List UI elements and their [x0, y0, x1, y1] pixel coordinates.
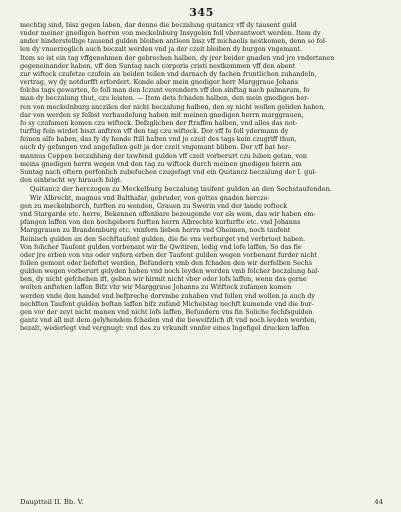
text-line: Item so ist ein tag vffgenohmen der gebrechen halben, dy jrer beider gnaden vnd jre vndertanen	[20, 53, 335, 62]
text-line: ren von meckelnburg anczilen der nicht beczalung halben, den sy nicht wollen geliden haben,	[20, 102, 326, 111]
text-line: gen vor der zeyt nicht manen vnd nicht lofs laffen, Befundern vns fin Soliche fechfsgulden	[20, 307, 313, 316]
text-line: ben, dy nicht gefchehen ift, geben wir hirmit nicht vber oder lofs laffen, wenn das gerne	[20, 275, 307, 284]
text-line: werden vnde den handel vnd befpreche dorvmbe zuhaben vnd follen vnd wollen ja auch dy	[20, 291, 315, 300]
text-line: fo sy czufamen komen czu wiftock. Defzglichen der ftraffen halben, vnd alles das not-	[20, 118, 298, 127]
text-line: pfangen laffen von den hochgeborn furften herrn Albrechte kurfurfte etc. vnd Johanns	[20, 218, 301, 227]
page-number: 345	[189, 6, 214, 19]
text-line: follen gemont oder befeftet werden, Befundern vmb den fchaden den wir derfelben Sechs	[20, 258, 312, 267]
text-line: den einbracht wy hirauch folgt.	[20, 175, 123, 184]
text-line: gantz vnd all mit dem gelyhendem fchaden vnd die beweifzlich ift vnd noch leyden werden,	[20, 316, 317, 325]
text-line: gulden wegen vorberurt gelyden haben vnd noch leyden werden vmb folcher beczalung hal-	[20, 267, 320, 276]
text-line: zur wiftock czufetze czufein an beiden teilen vnd darnach dy fachen fruntlichen zuhandeln,	[20, 69, 317, 78]
text-line: mannus Coppen beczahlung der tawfend gulden vff czeit vorberurt czu luben getan, von	[20, 151, 308, 160]
text-line: Wir Albrecht, magnus vnd Balthafar, gebruder, von gottes gnaden herczo-	[30, 193, 270, 202]
text-line: Reinisch gulden an den Sechftaufent gulden, die fie vns verburget vnd verbriuet haben.	[20, 234, 306, 243]
text-line: Von folicher Taufent gulden vorbenant wir fie Qwitiren, ledig vnd lofe laffen, So das fie	[20, 242, 302, 251]
text-line: len dy vnuerzoglich auch beczalt werden vnd ja der czeit bleiben dy burgen vngemant.	[20, 45, 302, 54]
text-line: Suntag nach oftern perfonlich zubefuchen czugefagt vnd ein Quitancz beczalung der I. gul-	[20, 167, 317, 176]
text-line: bezalt, wederlegt vnd vergnugt: vnd des zu vrkundt vnnfer eines Ingefigel drucken laffen	[20, 324, 310, 333]
text-line: gegeneinander haben, vff den Suntag nach corporis cristi nestkommen vff den abent	[20, 61, 296, 70]
text-line: vnder meiner gnedigen herren von meckelnburg Insygelen foll vberantwort werden. Item dy	[20, 29, 321, 38]
body-section-2	[20, 194, 383, 333]
text-line: auch dy gefangen vnd angefallen gelt ja der czeit vngemant bliben. Dor vff hat her-	[20, 143, 291, 152]
text-line: wolten anftehen laffen Bifz vhr wir Marggraue Johanns zu Witftock zufamen komen	[20, 283, 292, 292]
text-line: turftig fein wirdet biszt anftren vff den tag czu wiftock. Dor vff fo foll ydermann dy	[20, 127, 289, 136]
text-line: nechften Taufent gulden beftan laffen bifz zufand Michelstag nechft kumende vnd die bur-	[20, 299, 314, 308]
text-line: oder jre erben von vns oder vnfern erben der Taufent gulden wegen vorbenant furder nicht	[20, 250, 317, 259]
document-heading: Quitancz der herczogen zu Meckelburg beczalung taufent gulden an den Sechstaufenden.	[30, 185, 332, 194]
text-line: gen zu meckelnborch, furften zu wenden, Grauen zu Swerin vnd der lande roftock	[20, 201, 288, 210]
text-line: folchs tags gewarten, fo foll man den Iczunt verendern vff den sinftag nach palmarum, fo	[20, 86, 310, 95]
text-line: vertrag, wy dy notdurfft erfordert. Konde aber mein gnediger herr Marggraue Johans	[20, 78, 298, 87]
footer-sheet-number: 44	[374, 498, 383, 506]
text-line: dar von werden sy felbst verhaudelung haben mit meinen gnedigen herrn marggrauen,	[20, 110, 304, 119]
page-footer	[20, 498, 383, 506]
text-line: man dy beczalung thut, czu leisten. — Item dets fchaden halben, den mein gnedigen her-	[20, 94, 310, 103]
text-line: mechtig sind, bisz gegen laben, dar denne die beczalung quitancz vff dy tausent guld	[20, 21, 297, 29]
footer-signature: Dauptteil II. Bb. V.	[20, 498, 84, 506]
text-line: feinen alfo haben, das fy dy hende ftill halten vnd jo czeit des tags kein czugriff thun,	[20, 135, 297, 144]
text-line: vnd Stargarde etc. herre, Bekennen offenbare bezeugende vor als wem, das wir haben em-	[20, 210, 316, 219]
text-line: ander hinderstellige tausend gulden bleiben antleen bisz vff michaelis nestkomen, denn so fol-	[20, 37, 328, 46]
text-line: Marggrauen zu Brandemburg etc. vnnfern lieben herrn vnd Oheimen, noch taufent	[20, 226, 291, 235]
text-line: meins gnedigen herrn wegen vnd den tag zu wiftock durch meinen gnedigen herrn am	[20, 159, 302, 168]
body-section-1	[20, 21, 383, 184]
